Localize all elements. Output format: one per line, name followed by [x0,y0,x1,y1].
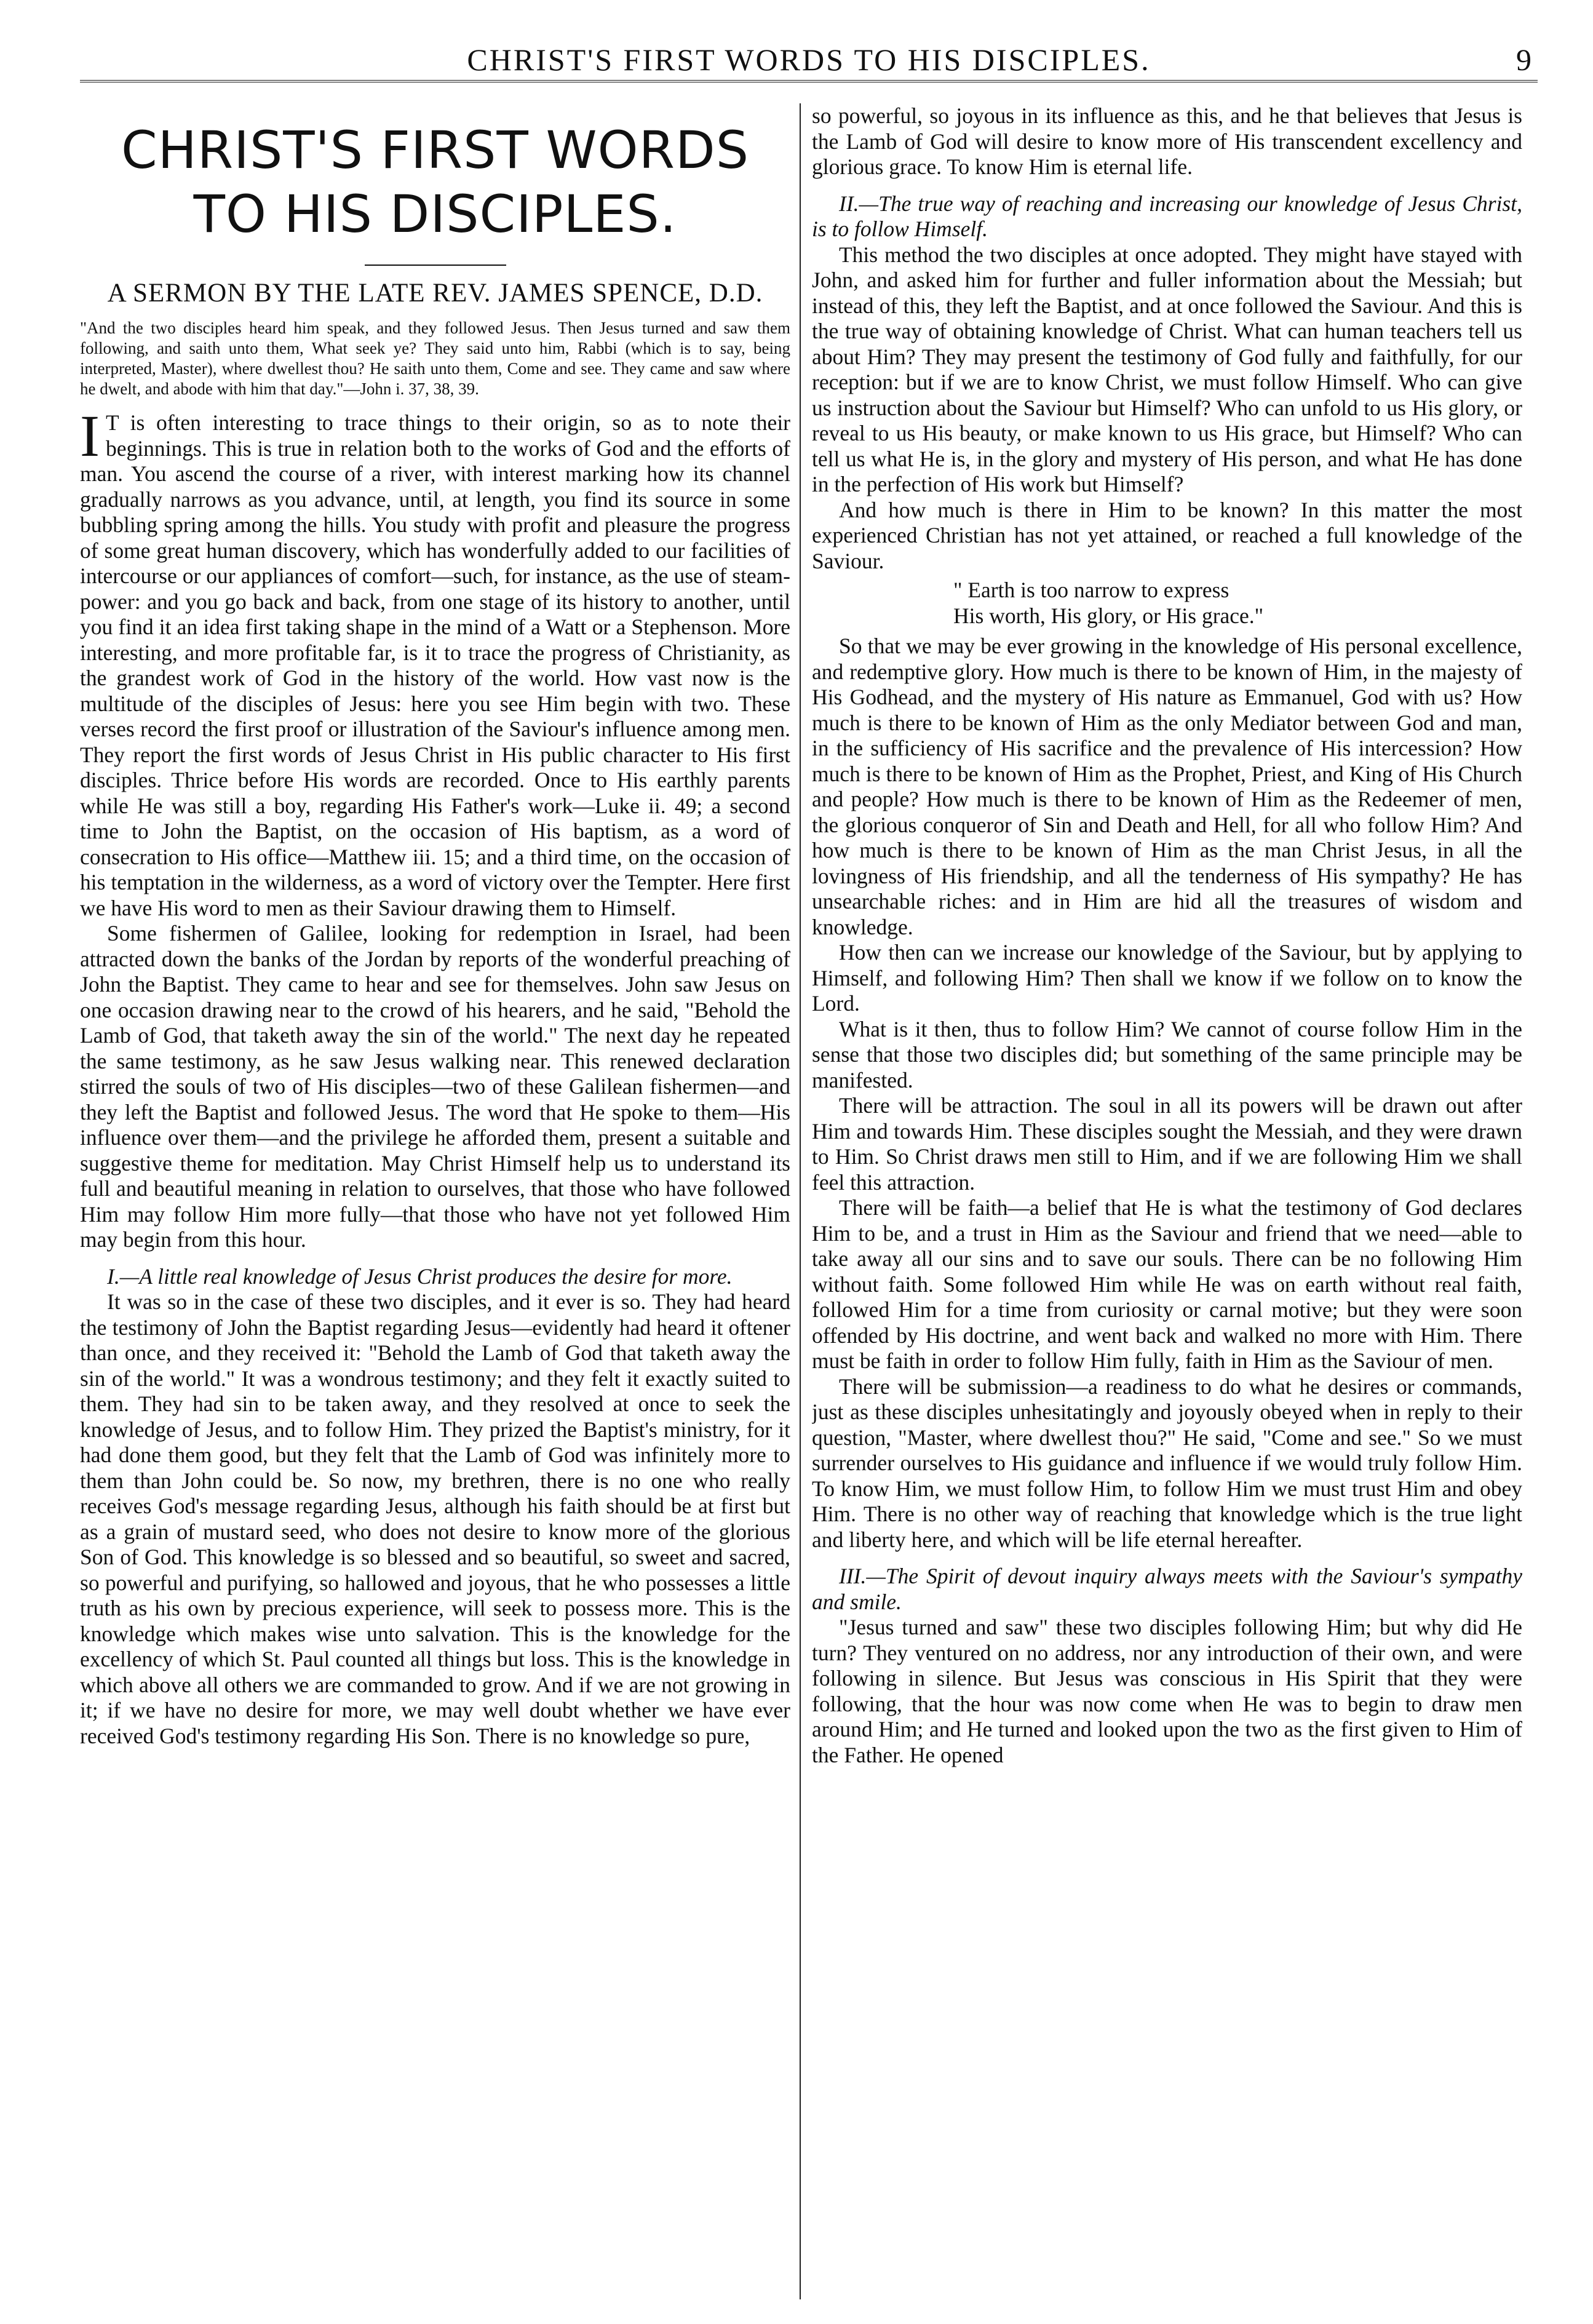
verse-line: His worth, His glory, or His grace." [953,603,1264,628]
paragraph: What is it then, thus to follow Him? We cannot of course follow Him in the sense that those two disciples did; but something of the same principle may be manifested. [812,1016,1522,1092]
page-number: 9 [1516,42,1531,77]
article-byline: A SERMON BY THE LATE REV. JAMES SPENCE, D.D. [107,279,763,308]
section-heading-three: III.—The Spirit of devout inquiry always meets with the Saviour's sympathy and smile. [812,1564,1522,1614]
verse-line: " Earth is too narrow to express [953,578,1230,602]
scripture-epigraph: "And the two disciples heard him speak, and they followed Jesus. Then Jesus turned and saw them following, and saith unto them, What seek ye? They said unto him, Rabbi (which is to say, being interpreted, Master), where dwellest thou? He saith unto them, Come and see. They came and saw where he dwelt, and abode with him that day."—John i. 37, 38, 39. [80,319,790,398]
column-rule [800,103,801,2299]
section-heading-two: II.—The true way of reaching and increasing our knowledge of Jesus Christ, is to follow Himself. [812,191,1522,241]
drop-cap: I [80,403,100,469]
paragraph: This method the two disciples at once adopted. They might have stayed with John, and asked him for further and fuller information about the Messiah; but instead of this, they left the Baptist, and at once followed the Saviour. And this is the true way of obtaining knowledge of Christ. What can human teachers tell us about Him? They may present the testimony of God fully and faithfully, for our reception: but if we are to know Christ, we must follow Himself. Who can give us instruction about the Saviour but Himself? Who can unfold to us His glory, or reveal to us His beauty, or make known to us His grace, but Himself? Who can tell us what He is, in the glory and mystery of His person, and what He has done in the perfection of His work but Himself? [812,242,1522,496]
paragraph: Some fishermen of Galilee, looking for redemption in Israel, had been attracted down the banks of the Jordan by reports of the wonderful preaching of John the Baptist. They came to hear and see for themselves. John saw Jesus on one occasion drawing near to the crowd of his hearers, and he said, "Behold the Lamb of God, that taketh away the sin of the world." The next day he repeated the same testimony, as he saw Jesus walking near. This renewed declaration stirred the souls of two of His disciples—two of these Galilean fishermen—and they left the Baptist and followed Jesus. The word that He spoke to them—His influence over them—and the privilege he afforded them, present a suitable and suggestive theme for meditation. May Christ Himself help us to understand its full and beautiful meaning in relation to ourselves, that those who have followed Him may follow Him more fully—that those who have not yet followed Him may begin from this hour. [80,921,790,1252]
paragraph: so powerful, so joyous in its influence as this, and he that believes that Jesus is the Lamb of God will desire to know more of His transcendent excellency and glorious grace. To know Him is eternal life. [812,103,1522,179]
paragraph [80,403,790,921]
running-header [80,37,1538,82]
paragraph: How then can we increase our knowledge of the Saviour, but by applying to Himself, and following Him? Then shall we know if we follow on to know the Lord. [812,940,1522,1016]
paragraph: There will be attraction. The soul in all its powers will be drawn out after Him and towards Him. These disciples sought the Messiah, and they were drawn to Him. So Christ draws men still to Him, and if we are following Him we shall feel this attraction. [812,1093,1522,1195]
article-title: CHRIST'S FIRST WORDS TO HIS DISCIPLES. [121,120,750,244]
paragraph-text: T is often interesting to trace things to their origin, so as to note their beginnings. This is true in relation both to the works of God and the efforts of man. You ascend the course of a river, with interest marking how its channel gradually narrows as you advance, until, at length, you find its source in some bubbling spring among the hills. You study with profit and pleasure the progress of some great human discovery, which has wonderfully added to our facilities of intercourse or our appliances of comfort—such, for instance, as the use of steam-power: and you go back and back, from one stage of its history to another, until you find it an idea first taking shape in the mind of a Watt or a Stephenson. More interesting, and more profitable far, is it to trace the progress of Christianity, as the grandest work of God in the history of the world. How vast now is the multitude of the disciples of Jesus: here you see Him begin with two. These verses record the first proof or illustration of the Saviour's influence among men. They report the first words of Jesus Christ in His public character to His first disciples. Thrice before His words are recorded. Once to His earthly parents while He was still a boy, regarding His Father's work—Luke ii. 49; a second time to John the Baptist, on the occasion of His baptism, as a word of consecration to His office—Matthew iii. 15; and a third time, on the occasion of his temptation in the wilderness, as a word of victory over the Tempter. Here first we have His word to men as their Saviour drawing them to Himself. [80,410,790,920]
paragraph: It was so in the case of these two disciples, and it ever is so. They had heard the testimony of John the Baptist regarding Jesus—evidently had heard it oftener than once, and they received it: "Behold the Lamb of God that taketh away the sin of the world." It was a wondrous testimony; and they felt it exactly suited to them. They had sin to be taken away, and they resolved at once to seek the knowledge of Jesus, and to follow Him. They prized the Baptist's ministry, for it had done them good, but they felt that the Lamb of God was infinitely more to them than John could be. So now, my brethren, there is no one who really receives God's message regarding Jesus, although his faith should be at first but as a grain of mustard seed, who does not desire to know more of the glorious Son of God. This knowledge is so blessed and so beautiful, so sweet and sacred, so powerful and purifying, so hallowed and joyous, that he who possesses a little truth as his own by precious experience, will seek to possess more. This is the knowledge which makes wise unto salvation. This is the knowledge for the excellency of which St. Paul counted all things but loss. This is the knowledge in which above all others we are commanded to grow. And if we are not growing in it; if we have no desire for more, we may well doubt whether we have ever received God's testimony regarding His Son. There is no knowledge so pure, [80,1289,790,1748]
section-heading-one: I.—A little real knowledge of Jesus Christ produces the desire for more. [107,1263,733,1289]
title-divider [365,265,506,266]
paragraph: "Jesus turned and saw" these two disciples following Him; but why did He turn? They ventured on no address, nor any introduction of their own, and were following in silence. But Jesus was conscious in His Spirit that they were following, that the hour was now come when He was to begin to draw men around Him; and He turned and looked upon the two as the first given to Him of the Father. He opened [812,1615,1522,1767]
paragraph: So that we may be ever growing in the knowledge of His personal excellence, and redemptive glory. How much is there to be known of Him, in the majesty of His Godhead, and the mystery of His nature as Emmanuel, God with us? How much is there to be known of Him as the only Mediator between God and man, in the sufficiency of His sacrifice and the prevalence of His intercession? How much is there to be known of Him as the Prophet, Priest, and King of His Church and people? How much is there to be known of Him as the Redeemer of men, the glorious conqueror of Sin and Death and Hell, for all who follow Him? And how much is there to be known of Him as the man Christ Jesus, in all the lovingness of His friendship, and all the tenderness of His sympathy? He has unsearchable riches: and in Him are hid all the treasures of wisdom and knowledge. [812,634,1522,939]
paragraph: And how much is there in Him to be known? In this matter the most experienced Christian has not yet attained, or reached a full knowledge of the Saviour. [812,497,1522,573]
running-title: CHRIST'S FIRST WORDS TO HIS DISCIPLES. [467,42,1151,77]
left-column [80,103,790,2299]
paragraph: There will be submission—a readiness to do what he desires or commands, just as these disciples unhesitatingly and joyously obeyed when in reply to their question, "Master, where dwellest thou?" He said, "Come and see." So we must surrender ourselves to His guidance and influence if we would truly follow Him. To know Him, we must follow Him, to follow Him we must trust Him and obey Him. There is no other way of reaching that knowledge which is the true light and liberty here, and which will be life eternal hereafter. [812,1374,1522,1552]
paragraph: There will be faith—a belief that He is what the testimony of God declares Him to be, and a trust in Him as the Saviour and friend that we need—able to take away all our sins and to save our souls. There can be no following Him without faith. Some followed Him while He was on earth without real faith, followed Him for a time from curiosity or carnal motive; but they were soon offended by His doctrine, and went back and walked no more with Him. There must be faith in order to follow Him fully, faith in Him as the Saviour of men. [812,1195,1522,1373]
right-column [812,103,1522,2299]
verse-quotation [812,578,1522,629]
